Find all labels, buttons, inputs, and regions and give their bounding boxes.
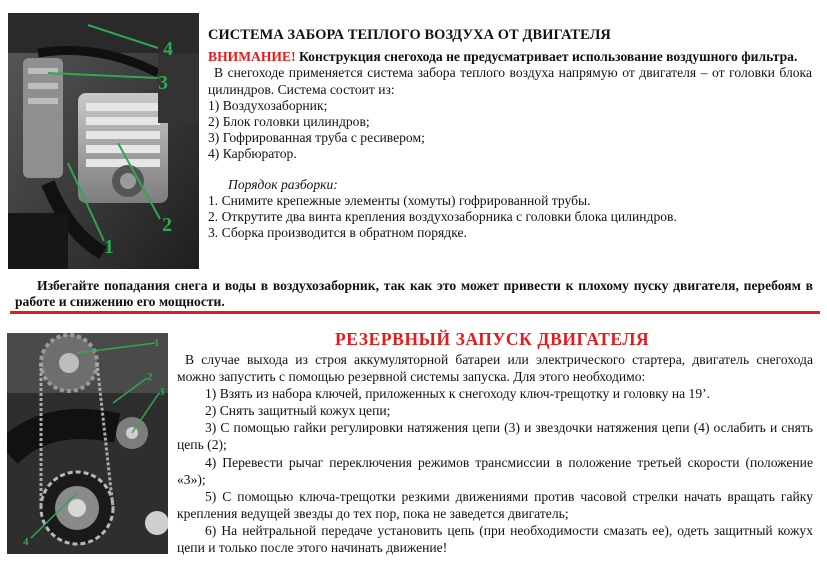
backup-start-section — [177, 351, 813, 556]
component-item: 3) Гофрированная труба с ресивером; — [208, 130, 425, 146]
engine-photo — [8, 13, 199, 269]
callout-1: 1 — [154, 337, 160, 349]
backup-step: 4) Перевести рычаг переключения режимов трансмиссии в положение третьей скорости (положение «3»); — [177, 454, 813, 487]
warning-text: Конструкция снегохода не предусматривает использование воздушного фильтра. — [295, 49, 798, 65]
bold-warning: Избегайте попадания снега и воды в воздухозаборник, так как это может привести к плохому пуску двигателя, перебоям в работе и снижению его мощности. — [15, 278, 813, 310]
section2-title: РЕЗЕРВНЫЙ ЗАПУСК ДВИГАТЕЛЯ — [335, 329, 650, 349]
backup-step: 2) Снять защитный кожух цепи; — [205, 403, 391, 419]
component-item: 4) Карбюратор. — [208, 146, 297, 162]
section2-intro: В случае выхода из строя аккумуляторной батареи или электрического стартера, двигатель снегохода можно запустить с помощью резервной системы запуска. Для этого необходимо: — [177, 352, 813, 385]
backup-step: 1) Взять из набора ключей, приложенных к снегоходу ключ-трещотку и головку на 19’. — [205, 386, 711, 402]
order-step: 1. Снимите крепежные элементы (хомуты) гофрированной трубы. — [208, 192, 591, 208]
callout-4: 4 — [163, 38, 173, 60]
component-item: 1) Воздухозаборник; — [208, 97, 328, 113]
components-list — [208, 98, 812, 163]
backup-step: 5) С помощью ключа-трещотки резкими движениями против часовой стрелки начать вращать гайку крепления ведущей звезды до тех пор, пока не заведется двигатель; — [177, 488, 813, 521]
callout-1: 1 — [104, 236, 114, 258]
order-step: 2. Открутите два винта крепления воздухозаборника с головки блока цилиндров. — [208, 209, 677, 225]
section1-title: СИСТЕМА ЗАБОРА ТЕПЛОГО ВОЗДУХА ОТ ДВИГАТЕЛЯ — [208, 27, 611, 43]
engine-illustration — [8, 13, 199, 269]
order-steps — [208, 193, 812, 242]
section-divider — [10, 311, 820, 314]
component-item: 2) Блок головки цилиндров; — [208, 114, 370, 130]
backup-step: 3) С помощью гайки регулировки натяжения цепи (3) и звездочки натяжения цепи (4) ослабить и снять цепь (2); — [177, 420, 813, 453]
air-intake-section — [208, 27, 812, 241]
callout-4: 4 — [23, 536, 29, 548]
callout-3: 3 — [158, 72, 168, 94]
callout-3: 3 — [159, 386, 165, 398]
order-step: 3. Сборка производится в обратном порядке. — [208, 225, 467, 241]
chain-drive-photo — [7, 333, 168, 554]
warning-label: ВНИМАНИЕ! — [208, 49, 296, 65]
callout-2: 2 — [162, 214, 172, 236]
section1-intro: В снегоходе применяется система забора теплого воздуха напрямую от двигателя – от головки блока цилиндров. Система состоит из: — [208, 65, 812, 97]
backup-step: 6) На нейтральной передаче установить цепь (при необходимости смазать ее), одеть защитный кожух цепи и только после этого начинать движение! — [177, 522, 813, 556]
order-heading: Порядок разборки: — [228, 176, 338, 192]
callout-2: 2 — [147, 371, 153, 383]
chain-drive-illustration — [7, 333, 168, 554]
